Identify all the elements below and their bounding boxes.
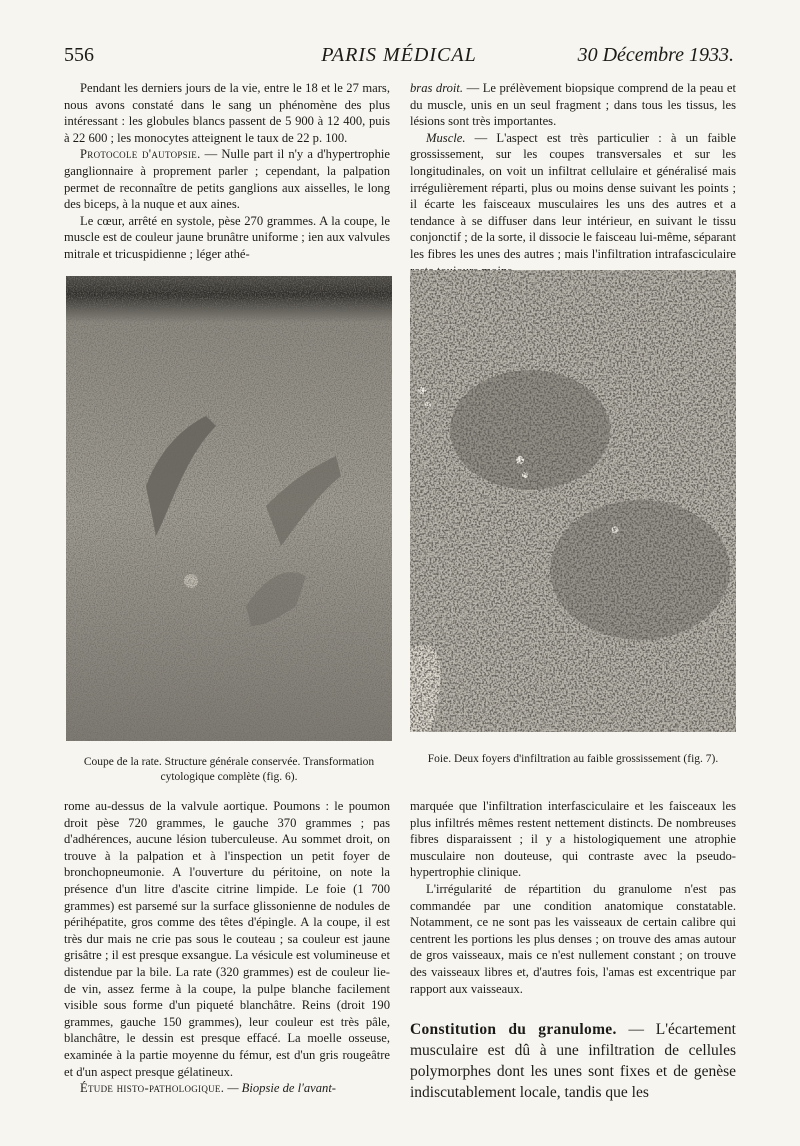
figure-6-caption: Coupe de la rate. Structure générale conservée. Transformation cytologique complète (fig. 6). [83, 756, 375, 783]
spleen-micrograph [66, 276, 392, 741]
left-column-top [64, 80, 390, 263]
paragraph: marquée que l'infiltration interfasciculaire et les faisceaux les plus infiltrés mêmes restent nettement distincts. De nombreuses fibres disparaissent ; il y a histologiquement une atrophie musculaire non douteuse, qui contraste avec la pseudo-hypertrophie clinique. [410, 799, 736, 880]
paragraph: L'irrégularité de répartition du granulome n'est pas commandée par une condition anatomique constatable. Notamment, ce ne sont pas les vaisseaux de certain calibre qui centrent les portions les plus denses ; on trouve des amas autour de gros vaisseaux, mais ce n'est nullement constant ; on trouve des vaisseaux libres et, d'autres fois, l'amas est excentrique par rapport aux vaisseaux. [410, 881, 736, 996]
page-header [64, 44, 734, 74]
paragraph: rome au-dessus de la valvule aortique. Poumons : le poumon droit pèse 720 grammes, le gauche 370 grammes ; pas d'adhérences, aucune lésion tuberculeuse. Au sommet droit, on trouve à la palpation et à l'inspection un petit foyer de bronchopneumonie. A l'ouverture du péritoine, on note la présence d'un litre d'ascite citrine limpide. Le foie (1 700 grammes) est parsemé sur la surface glissonienne de nodules de périhépatite, gros comme des têtes d'épingle. A la coupe, il est très dur mais ne crie pas sous le couteau ; sa couleur est jaune grisâtre ; il est presque exsangue. La vésicule est volumineuse et distendue par la bile. La rate (320 grammes) est de couleur lie-de vin, assez ferme à la coupe, la pulpe blanche facilement visible sous forme d'un piqueté blanchâtre. Reins (droit 190 grammes, gauche 150 grammes), leur couleur est très pâle, blanchâtre, le dessin est presque effacé. La moelle osseuse, examinée à la partie moyenne du fémur, est d'un gris rougeâtre et d'un aspect presque gélatineux. [64, 799, 390, 1079]
section-label: Muscle. [426, 130, 466, 145]
paragraph: Étude histo-pathologique. — Biopsie de l'avant- [80, 1081, 337, 1096]
section-heading-paragraph: Constitution du granulome. — L'écartement musculaire est dû à une infiltration de cellules polymorphes dont les unes sont fixes et de genèse indiscutablement locale, tandis que les [410, 1021, 736, 1102]
paragraph: Pendant les derniers jours de la vie, entre le 18 et le 27 mars, nous avons constaté dans le sang un phénomène des plus intéressant : les globules blancs passent de 5 900 à 12 400, puis à 22 600 ; les monocytes atteignent le taux de 22 p. 100. [64, 81, 390, 145]
right-column-bottom [410, 798, 736, 1103]
paragraph: Muscle. — L'aspect est très particulier : à un faible grossissement, sur les coupes transversales et sur les longitudinales, on voit un infiltrat cellulaire et généralisé mais irrégulièrement réparti, plus ou moins dense suivant les points ; il écarte les faisceaux musculaires les uns des autres et a tendance à se diffuser dans leur intérieur, en suivant le tissu conjonctif ; de la sorte, il dissocie le faisceau lui-même, séparant les fibres les unes des autres ; mais l'infiltration intrafasciculaire [410, 130, 736, 261]
left-column-bottom [64, 798, 390, 1097]
journal-title: PARIS MÉDICAL [321, 44, 477, 66]
section-label: Protocole d'autopsie. [80, 147, 201, 162]
paragraph: Protocole d'autopsie. — Nulle part il n'y a d'hypertrophie ganglionnaire à proprement parler ; cependant, la palpation permet de reconnaître de petits ganglions aux aisselles, le long des biceps, à la nuque et aux aines. [64, 147, 390, 212]
section-title: Constitution du granulome. [410, 1021, 617, 1039]
paragraph: Le cœur, arrêté en systole, pèse 270 grammes. A la coupe, le muscle est de couleur jaune brunâtre uniforme ; ien aux valvules mitrale et tricuspidienne ; léger athé- [64, 213, 390, 261]
figure-7-caption: Foie. Deux foyers d'infiltration au faible grossissement (fig. 7). [427, 753, 719, 765]
issue-date: 30 Décembre 1933. [577, 44, 734, 66]
section-label: Étude histo-pathologique. [80, 1081, 225, 1096]
liver-micrograph [410, 270, 736, 732]
page-number: 556 [64, 44, 94, 66]
right-column-top [410, 80, 736, 279]
paragraph: bras droit. — Le prélèvement biopsique comprend de la peau et du muscle, unis en un seul fragment ; dans tous les tissus, les lésions sont très importantes. [410, 81, 737, 129]
